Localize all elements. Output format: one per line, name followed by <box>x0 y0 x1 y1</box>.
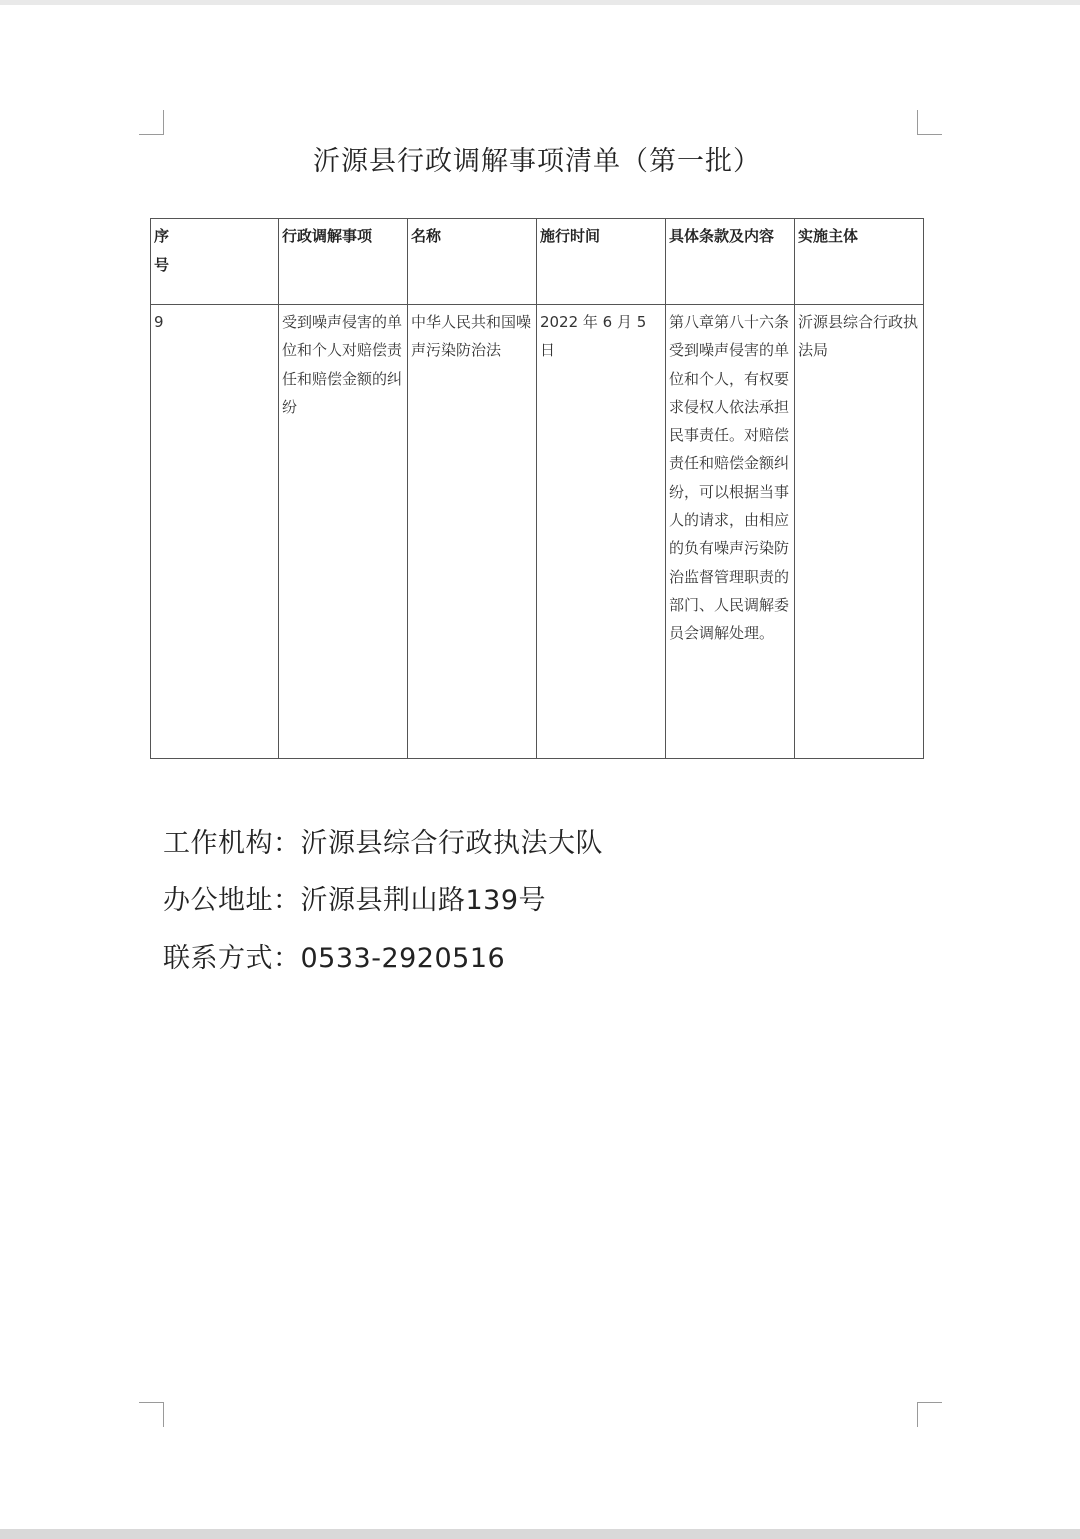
bottom-edge <box>0 1529 1080 1539</box>
page-corner-mark-bottom-left <box>139 1402 164 1427</box>
header-subject: 实施主体 <box>794 219 923 305</box>
document-title: 沂源县行政调解事项清单（第一批） <box>313 146 761 177</box>
cell-item: 受到噪声侵害的单位和个人对赔偿责任和赔偿金额的纠纷 <box>278 305 407 759</box>
page-corner-mark-top-right <box>917 110 942 135</box>
header-clause: 具体条款及内容 <box>665 219 794 305</box>
mediation-items-table <box>150 218 924 759</box>
cell-seq: 9 <box>151 305 279 759</box>
header-seq: 序号 <box>151 219 279 305</box>
cell-date: 2022 年 6 月 5 日 <box>536 305 665 759</box>
page-corner-mark-bottom-right <box>917 1402 942 1427</box>
top-edge <box>0 0 1080 5</box>
cell-subject: 沂源县综合行政执法局 <box>794 305 923 759</box>
contact-line: 联系方式：0533-2920516 <box>163 943 506 974</box>
office-line: 工作机构：沂源县综合行政执法大队 <box>163 828 603 859</box>
table-row <box>151 305 924 759</box>
page-corner-mark-top-left <box>139 110 164 135</box>
table-header-row <box>151 219 924 305</box>
header-name: 名称 <box>407 219 536 305</box>
cell-clause: 第八章第八十六条 受到噪声侵害的单位和个人，有权要求侵权人依法承担民事责任。对赔偿责任和赔偿金额纠纷，可以根据当事人的请求，由相应的负有噪声污染防治监督管理职责的部门、人民调解委员会调解处理。 <box>665 305 794 759</box>
header-item: 行政调解事项 <box>278 219 407 305</box>
cell-name: 中华人民共和国噪声污染防治法 <box>407 305 536 759</box>
address-line: 办公地址：沂源县荆山路139号 <box>163 885 547 916</box>
header-date: 施行时间 <box>536 219 665 305</box>
